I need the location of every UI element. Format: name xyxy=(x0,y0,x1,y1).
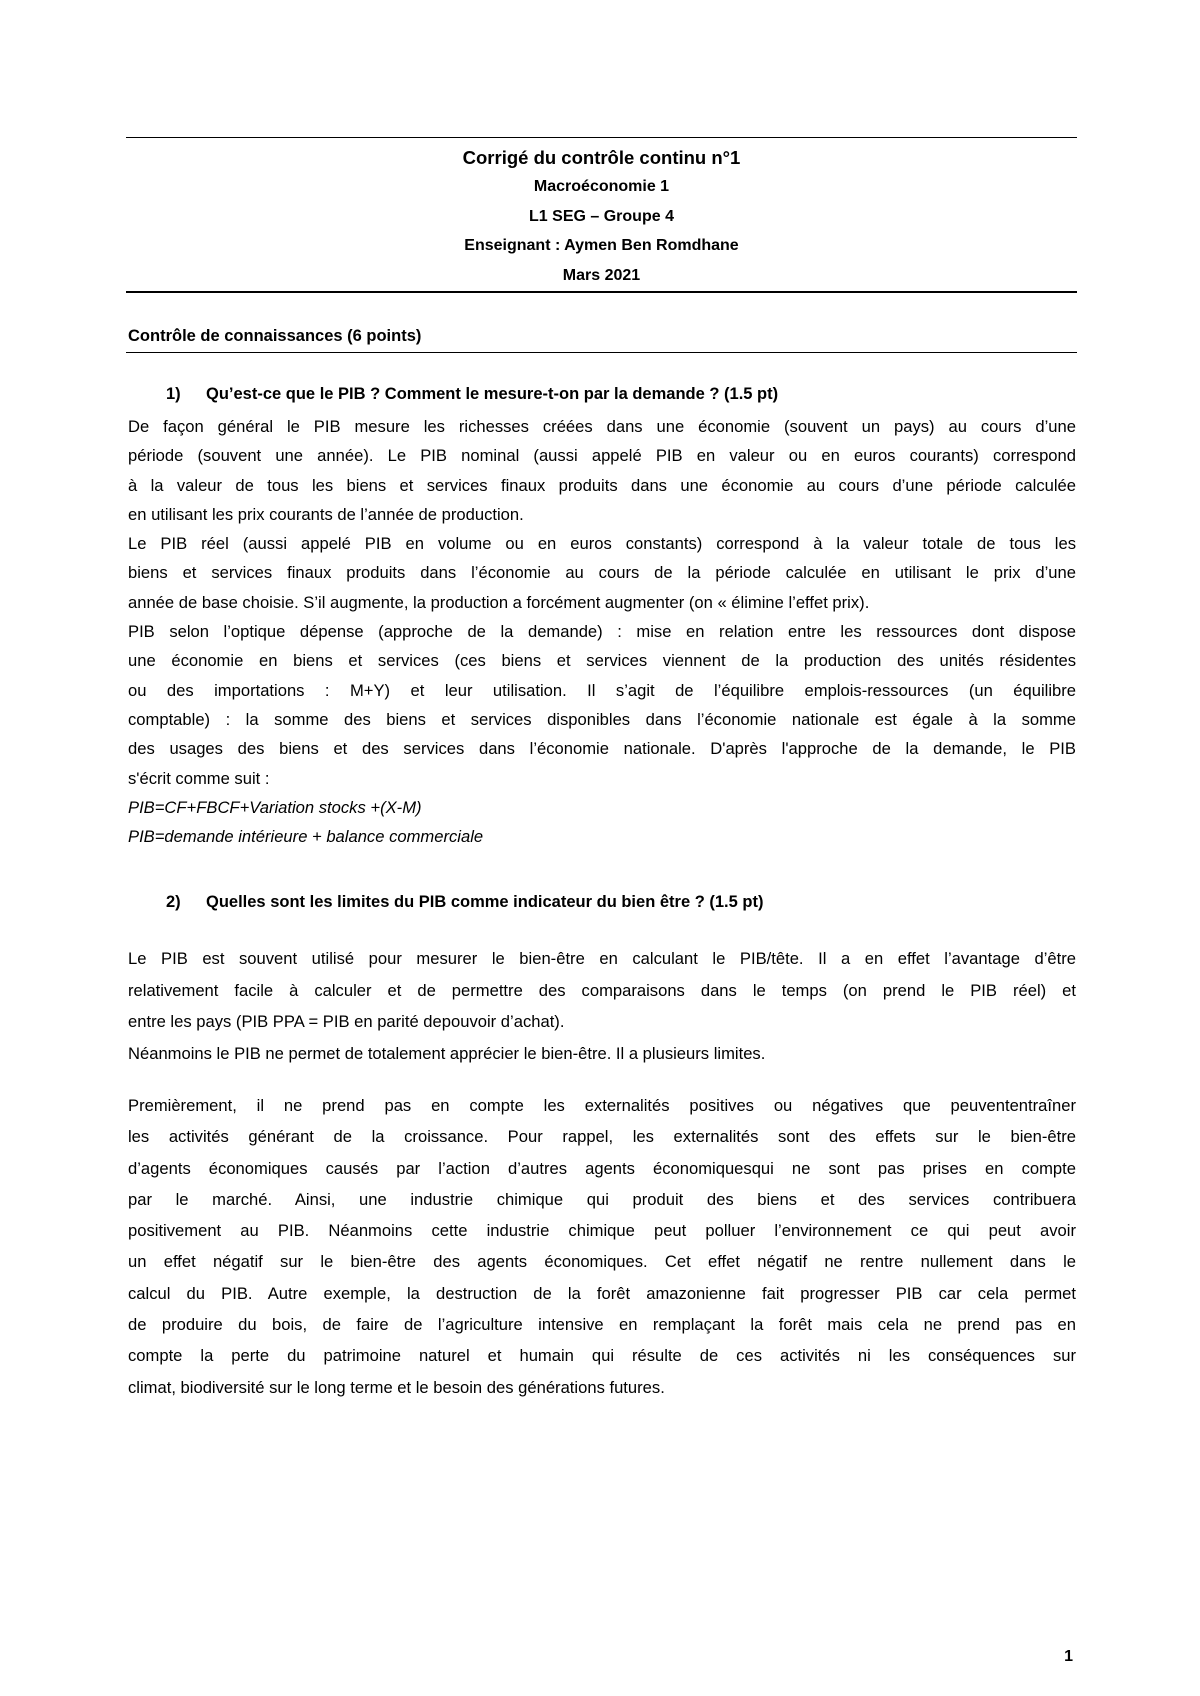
answer-line: les activités générant de la croissance. Pour rappel, les externalités sont des effets sur le bien-être xyxy=(128,1127,1076,1147)
answer-line: De façon général le PIB mesure les richesses créées dans une économie (souvent un pays) au cours d’une xyxy=(128,417,1076,436)
question-2-number: 2) xyxy=(166,893,181,911)
page-number: 1 xyxy=(1064,1648,1073,1665)
question-2-first-limit xyxy=(128,1090,1076,1403)
question-2-heading xyxy=(166,892,763,912)
answer-line: d’agents économiques causés par l’action d’autres agents économiquesqui ne sont pas prises en compte xyxy=(128,1158,1076,1178)
answer-line: période (souvent une année). Le PIB nominal (aussi appelé PIB en valeur ou en euros courants) correspond xyxy=(128,446,1076,466)
group-label: L1 SEG – Groupe 4 xyxy=(529,208,674,225)
answer-line: compte la perte du patrimoine naturel et humain qui résulte de ces activités ni les conséquences sur xyxy=(128,1346,1076,1366)
answer-line: biens et services finaux produits dans l’économie au cours de la période calculée en utilisant le prix d’une xyxy=(128,563,1076,583)
answer-line: année de base choisie. S’il augmente, la production a forcément augmenter (on « élimine l’effet prix). xyxy=(128,592,870,612)
answer-line: Le PIB réel (aussi appelé PIB en volume ou en euros constants) correspond à la valeur totale de tous les xyxy=(128,534,1076,554)
question-1-text: Qu’est-ce que le PIB ? Comment le mesure-t-on par la demande ? (1.5 pt) xyxy=(206,385,779,403)
answer-line: positivement au PIB. Néanmoins cette industrie chimique peut polluer l’environnement ce qui peut avoir xyxy=(128,1221,1076,1241)
formula-demand: PIB=demande intérieure + balance commerciale xyxy=(128,827,484,847)
question-1-number: 1) xyxy=(166,385,181,403)
answer-line: en utilisant les prix courants de l’année de production. xyxy=(128,504,524,524)
answer-line: ou des importations : M+Y) et leur utilisation. Il s’agit de l’équilibre emplois-ressources (un équilibre xyxy=(128,680,1076,700)
answer-line: de produire du bois, de faire de l’agriculture intensive en remplaçant la forêt mais cela ne prend pas en xyxy=(128,1315,1076,1335)
answer-line: des usages des biens et des services dans l’économie nationale. D'après l'approche de la demande, le PIB xyxy=(128,739,1076,759)
top-rule xyxy=(126,137,1077,138)
date-label: Mars 2021 xyxy=(562,267,641,284)
question-1-answer xyxy=(128,412,1076,851)
answer-line: s'écrit comme suit : xyxy=(128,768,270,788)
answer-line: Le PIB est souvent utilisé pour mesurer le bien-être en calculant le PIB/tête. Il a en effet l’avantage d’être xyxy=(128,949,1076,968)
answer-line: par le marché. Ainsi, une industrie chimique qui produit des biens et des services contribuera xyxy=(128,1189,1076,1209)
course-name: Macroéconomie 1 xyxy=(533,178,670,195)
answer-line: un effet négatif sur le bien-être des agents économiques. Cet effet négatif ne rentre nullement dans le xyxy=(128,1252,1076,1272)
section-rule xyxy=(126,352,1077,353)
question-1-heading xyxy=(166,384,778,404)
answer-line: entre les pays (PIB PPA = PIB en parité depouvoir d’achat). xyxy=(128,1012,565,1031)
answer-line: une économie en biens et services (ces biens et services viennent de la production des unités résidentes xyxy=(128,651,1076,671)
answer-line: climat, biodiversité sur le long terme et le besoin des générations futures. xyxy=(128,1377,665,1397)
header-bottom-rule xyxy=(126,291,1077,293)
answer-line: relativement facile à calculer et de permettre des comparaisons dans le temps (on prend le PIB réel) et xyxy=(128,980,1076,1000)
question-2-text: Quelles sont les limites du PIB comme indicateur du bien être ? (1.5 pt) xyxy=(206,893,764,911)
answer-line: calcul du PIB. Autre exemple, la destruction de la forêt amazonienne fait progresser PIB car cela permet xyxy=(128,1283,1076,1303)
teacher-label: Enseignant : Aymen Ben Romdhane xyxy=(464,237,739,254)
answer-line: Premièrement, il ne prend pas en compte les externalités positives ou négatives que peuvententraîner xyxy=(128,1096,1076,1115)
answer-line: Néanmoins le PIB ne permet de totalement apprécier le bien-être. Il a plusieurs limites. xyxy=(128,1043,766,1063)
answer-line: PIB selon l’optique dépense (approche de la demande) : mise en relation entre les ressources dont dispose xyxy=(128,622,1076,642)
answer-line: à la valeur de tous les biens et services finaux produits dans une économie au cours d’une période calculée xyxy=(128,475,1076,495)
answer-line: comptable) : la somme des biens et services disponibles dans l’économie nationale est égale à la somme xyxy=(128,709,1076,729)
section-heading: Contrôle de connaissances (6 points) xyxy=(128,327,422,345)
formula-expenditure: PIB=CF+FBCF+Variation stocks +(X-M) xyxy=(128,797,422,817)
question-2-intro xyxy=(128,943,1076,1069)
document-title: Corrigé du contrôle continu n°1 xyxy=(462,147,741,168)
